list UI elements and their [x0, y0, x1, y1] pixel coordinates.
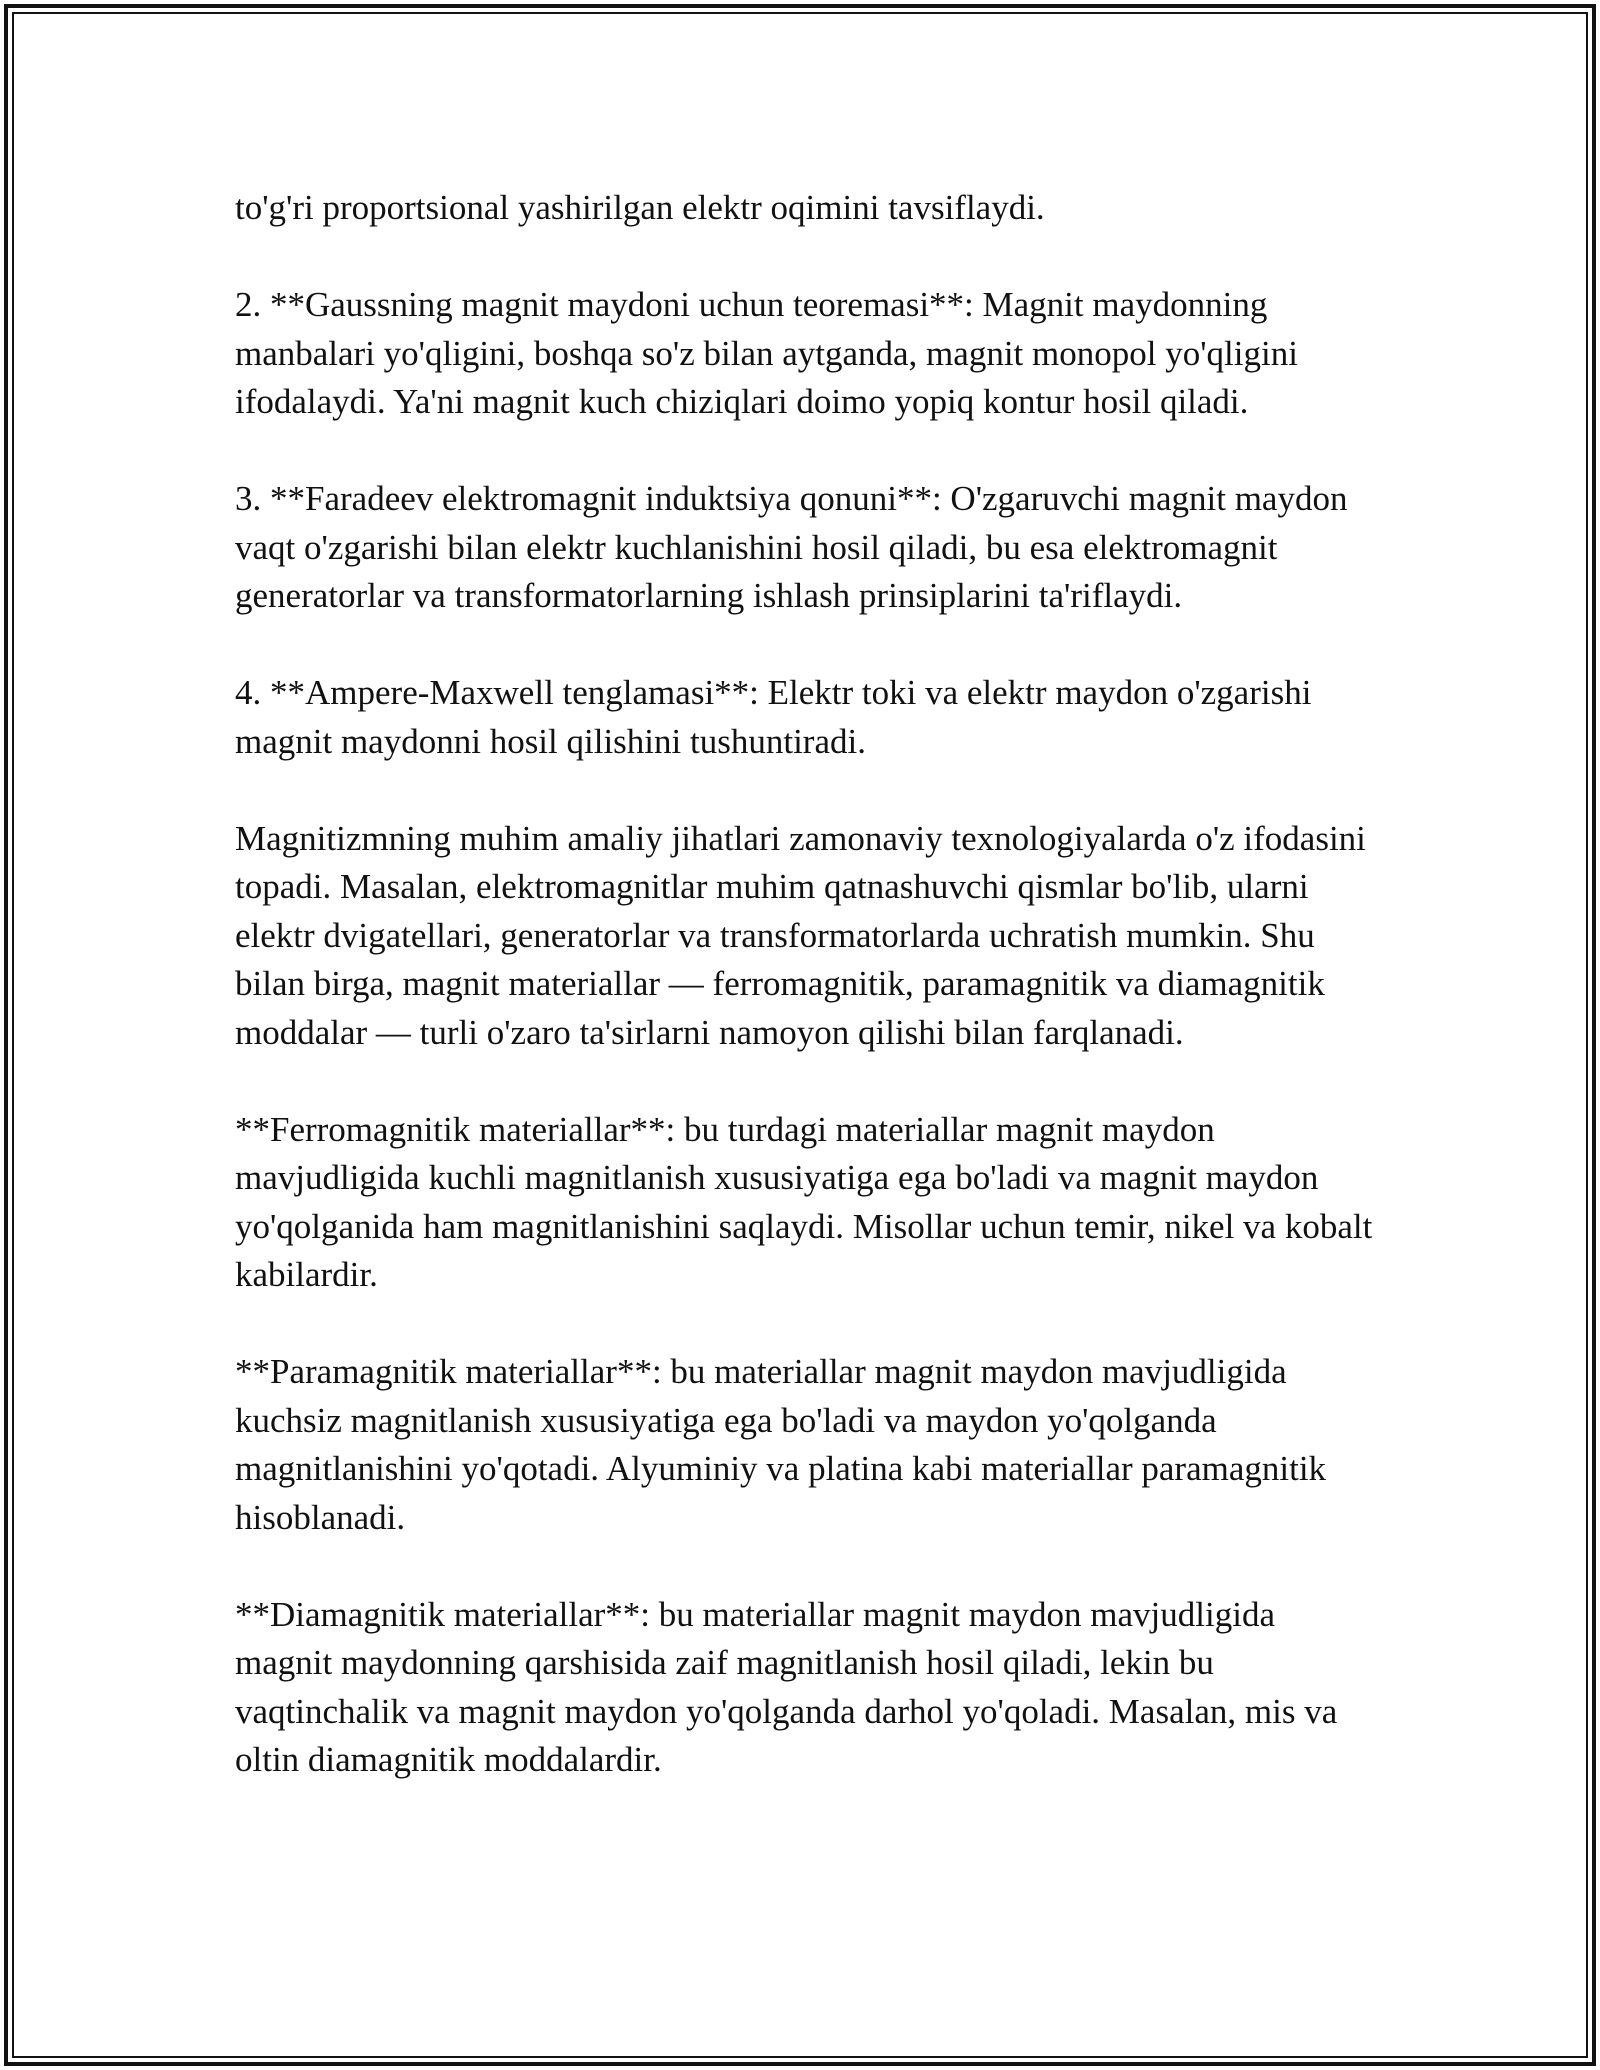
paragraph-continuation: to'g'ri proportsional yashirilgan elektr oqimini tavsiflaydi. [235, 188, 1045, 227]
paragraph-gauss-magnetic: 2. **Gaussning magnit maydoni uchun teoremasi**: Magnit maydonning manbalari yo'qligini, boshqa so'z bilan aytganda, magnit monopol yo'qligini ifodalaydi. Ya'ni magnit kuch chiziqlari doimo yopiq kontur hosil qiladi. [235, 285, 1307, 421]
document-body [235, 184, 1380, 1785]
paragraph-practical-aspects: Magnitizmning muhim amaliy jihatlari zamonaviy texnologiyalarda o'z ifodasini topadi. Masalan, elektromagnitlar muhim qatnashuvchi qismlar bo'lib, ularni elektr dvigatellari, generatorlar va transformatorlarda uchratish mumkin. Shu bilan birga, magnit materiallar — ferromagnitik, paramagnitik va diamagnitik moddalar — turli o'zaro ta'sirlarni namoyon qilishi bilan farqlanadi. [235, 818, 1375, 1052]
paragraph-ferromagnetic: **Ferromagnitik materiallar**: bu turdagi materiallar magnit maydon mavjudligida kuchli magnitlanish xususiyatiga ega bo'ladi va magnit maydon yo'qolganida ham magnitlanishini saqlaydi. Misollar uchun temir, nikel va kobalt kabilardir. [235, 1109, 1382, 1294]
paragraph-diamagnetic: **Diamagnitik materiallar**: bu materiallar magnit maydon mavjudligida magnit maydonning qarshisida zaif magnitlanish hosil qiladi, lekin bu vaqtinchalik va magnit maydon yo'qolganda darhol yo'qoladi. Masalan, mis va oltin diamagnitik moddalardir. [235, 1594, 1346, 1779]
paragraph-ampere-maxwell: 4. **Ampere-Maxwell tenglamasi**: Elektr toki va elektr maydon o'zgarishi magnit maydonni hosil qilishini tushuntiradi. [235, 673, 1321, 761]
paragraph-paramagnetic: **Paramagnitik materiallar**: bu materiallar magnit maydon mavjudligida kuchsiz magnitlanish xususiyatiga ega bo'ladi va maydon yo'qolganda magnitlanishini yo'qotadi. Alyuminiy va platina kabi materiallar paramagnitik hisoblanadi. [235, 1352, 1335, 1537]
paragraph-faraday-law: 3. **Faradeev elektromagnit induktsiya qonuni**: O'zgaruvchi magnit maydon vaqt o'zgarishi bilan elektr kuchlanishini hosil qiladi, bu esa elektromagnit generatorlar va transformatorlarning ishlash prinsiplarini ta'riflaydi. [235, 479, 1357, 615]
